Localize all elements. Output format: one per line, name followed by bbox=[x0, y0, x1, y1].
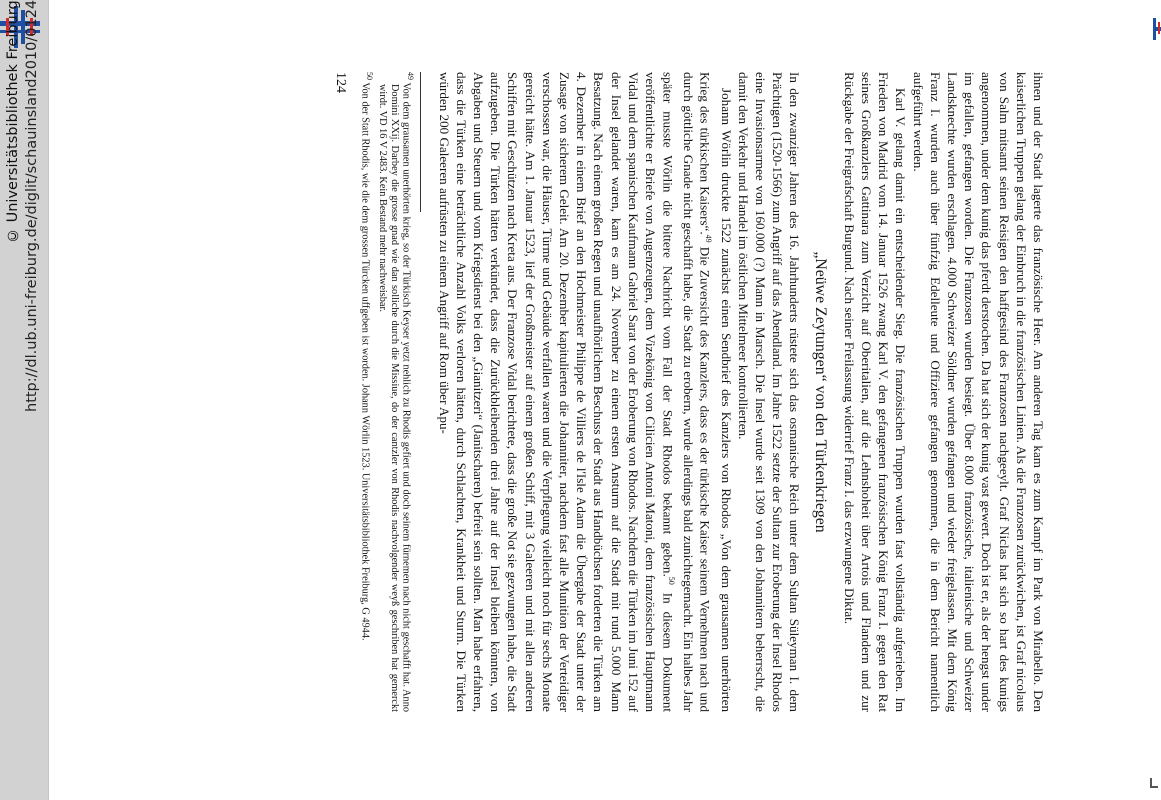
paragraph-4 bbox=[435, 72, 734, 712]
footnote-divider bbox=[420, 72, 421, 212]
footnote-49-text: Von dem grausamen unerhörten krieg, so der Türkisch Keyser yetzt nehlich zu Rhodis gefiert und doch seinem fürnemen nach nicht geschafft hat. Anno Domini XXij. Darbey die grosse gnad wie dan solliche durch die Missiue, do der cantzler von Rhodis nachvolgender weyß geschriben hat gemerckt wirdt. VD 16 V 2483. Kein Bestand mehr nachweisbar. bbox=[376, 82, 412, 712]
page-body bbox=[435, 72, 1047, 712]
footnotes bbox=[359, 72, 417, 712]
footnote-50-number: 50 bbox=[365, 72, 375, 80]
footnote-50-text: Von der Statt Rhodis, wie die dem grossen Türcken uffgeben ist worden. Johann Wörlin 1523. Universitätsbibliothek Freiburg, G 4944. bbox=[359, 82, 371, 641]
footnote-ref-49: 49 bbox=[704, 234, 714, 243]
watermark-url: http://dl.ub.uni-freiburg.de/diglit/schauinsland2010/0124 bbox=[24, 0, 40, 413]
footnote-50 bbox=[359, 72, 376, 712]
paragraph-4-part-a: Johann Wörlin druckte 1522 zunächst einen Sendbrief des Kanzlers von Rhodos „Von dem grausamen unerhörten Krieg des türkischen Kaisers“. bbox=[697, 72, 734, 712]
watermark-copyright: © Universitätsbibliothek Freiburg bbox=[5, 0, 21, 243]
book-page bbox=[112, 72, 1047, 712]
footnote-49-number: 49 bbox=[406, 72, 416, 80]
page-corner-marker bbox=[1150, 778, 1158, 788]
paragraph-4-part-b: Die Zuversicht des Kanzlers, dass es der türkische Kaiser seinem Vernehmen nach und durch göttliche Gnade nicht geschafft habe, die Stadt zu erobern, wurde allerdings bald zunichtegemacht. Ein halbes Jahr später musste Wörlin die bittere Nachricht vom Fall der Stadt Rhodos bekannt geben. bbox=[660, 72, 713, 713]
footnote-49 bbox=[375, 72, 416, 712]
library-logo-edge-icon bbox=[1153, 18, 1161, 40]
section-heading: „Neüwe Zeytungen“ von den Türkenkriegen bbox=[811, 251, 829, 533]
paragraph-1: ihnen und der Stadt lagerte das französische Heer. Am anderen Tag kam es zum Kampf im Park von Mirabello. Den kaiserlichen Truppen gelang der Einbruch in die französischen Linien. Als die Franzosen zurückwichen, ist Graf nicolaus von Salm mitsamt seinen Reisigen den haffgesind des Franzosen nachgeeylt. Graf Niclas hat sich so hart des kunigs angenommen, under dem kunig das pferdt derstochen. Da hat sich der kunig vast gewert. Doch ist er, als der hengst under im gefallen, gefangen worden. Die Franzosen wurden besiegt. Über 8.000 französische, italienische und Schweizer Landsknechte wurden erschlagen. 4.000 Schweizer Söldner wurden gefangen und wieder freigelassen. Mit dem König Franz I. wurden auch über fünfzig Edelleute und Offiziere gefangen genommen, die in dem Bericht namentlich aufgeführt werden. bbox=[910, 72, 1046, 712]
paragraph-3: In den zwanziger Jahren des 16. Jahrhunderts rüstete sich das osmanische Reich unter dem Sultan Süleyman I. dem Prächtigen (1520-1566) zum Angriff auf das Abendland. Im Jahre 1522 setzte der Sultan zur Eroberung der Insel Rhodos eine Invasionsarmee von 160.000 (?) Mann in Marsch. Die Insel wurde seit 1309 von den Johannitern beherrscht, die damit den Verkehr und Handel im östlichen Mittelmeer kontrollierten. bbox=[735, 72, 803, 712]
paragraph-2: Karl V. gelang damit ein entscheidender Sieg. Die französischen Truppen wurden fast vollständig aufgerieben. Im Frieden von Madrid vom 14. Januar 1526 zwang Karl V. den gefangenen französischen König Franz I. gegen den Rat seines Großkanzlers Gattinara zum Verzicht auf Oberitalien, auf die Lehnshoheit über Artois und Flandern und zur Rückgabe der Freigrafschaft Burgund. Nach seiner Freilassung widerrief Franz I. das erzwungene Diktat. bbox=[841, 72, 909, 712]
paragraph-4-part-c: In diesem Dokument veröffentlichte er Briefe von Augenzeugen, dem Vizekönig von Cilicien Antoni Matoni, dem französischen Hauptmann Vidal und dem spanischen Kaufmann Gabriel Sarat von der Eroberung von Rhodos. Nachdem die Türken im Juni 152 auf der Insel gelandet waren, kam es am 24. November zu einem ersten Ansturm auf die Stadt mit rund 5.000 Mann Besatzung. Nach einem großen Regen und unaufhörlichem Beschuss der Stadt aus Handbüchsen forderten die Türken am 4. Dezember in einem Brief an den Hochmeister Philippe de Villiers de l'Isle Adam die Übergabe der Stadt unter der Zusage von sicherem Geleit. Am 20. Dezember kapitulierten die Johanniter, nachdem fast alle Munition der Verteidiger verschossen war, die Häuser, Türme und Gebäude verfallen waren und die Verpflegung vielleicht noch für sechs Monate gereicht hätte. Am 1. Januar 1523, lief der Großmeister auf einem großen Schiff, mit 3 Galeeren und mit allen anderen Schiffen mit Geschützen nach Kreta aus. Der Franzose Vidal berichtete, dass die große Not sie gezwungen habe, die Stadt aufzugeben. Die Türken hätten verkündet, dass die Zurückbleibenden drei Jahre auf der Insel bleiben könnten, von Abgaben und Steuern und vom Kriegsdienst bei den „Gianitzeri“ (Janitscharen) befreit sein sollten. Man habe erfahren, dass die Türken eine beträchtliche Anzahl Volks verloren hätten, durch Schlachten, Krankheit und Sturm. Die Türken würden 200 Galeeren aufrüsten zu einem Angriff auf Rom über Apu- bbox=[436, 72, 676, 712]
footnote-ref-50: 50 bbox=[666, 576, 676, 585]
page-number: 124 bbox=[332, 72, 348, 93]
